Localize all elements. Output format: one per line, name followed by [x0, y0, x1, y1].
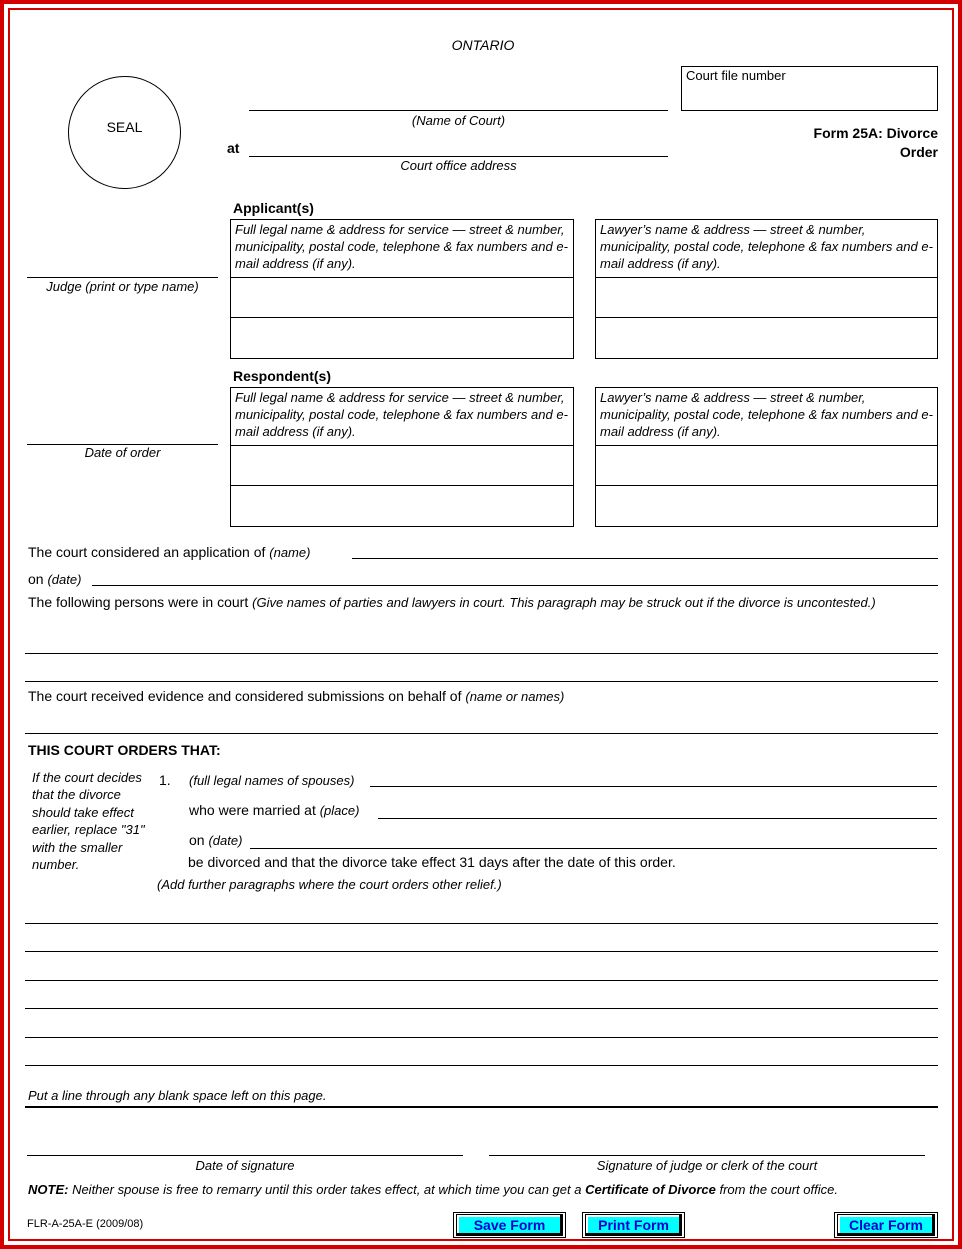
- spouses-names-line[interactable]: [370, 786, 937, 787]
- spouses-hint: (full legal names of spouses): [189, 773, 355, 788]
- page-frame-inner: [8, 8, 954, 1241]
- respondent-field-1[interactable]: [230, 445, 574, 486]
- judge-label: Judge (print or type name): [46, 279, 199, 294]
- section-divider: [25, 1106, 938, 1108]
- form-title-line2: Order: [899, 144, 938, 160]
- applicant-info-text: Full legal name & address for service — street & number, municipality, postal code, telephone & fax numbers and e-mail address (if any).: [235, 222, 568, 271]
- applicant-field-2[interactable]: [230, 317, 574, 359]
- note-paragraph: [28, 1182, 938, 1197]
- blank-line-3[interactable]: [25, 980, 938, 981]
- note-text-before: Neither spouse is free to remarry until this order takes effect, at which time you can get a: [68, 1182, 586, 1197]
- item-number: 1.: [159, 772, 171, 788]
- on-label: on: [28, 571, 44, 587]
- persons-line-2[interactable]: [25, 681, 938, 682]
- marriage-place-line[interactable]: [378, 818, 937, 819]
- respondent-lawyer-field-2[interactable]: [595, 485, 938, 527]
- court-address-label: Court office address: [400, 158, 517, 173]
- note-text-after: from the court office.: [715, 1182, 838, 1197]
- considered-application-label: The court considered an application of: [28, 544, 266, 560]
- on-date-2-text: [189, 832, 242, 848]
- married-at-text: [189, 802, 359, 818]
- province-heading: ONTARIO: [451, 37, 515, 53]
- evidence-label: The court received evidence and considered submissions on behalf of: [28, 688, 462, 704]
- applicant-info-header: [230, 219, 574, 278]
- further-paragraphs-note: (Add further paragraphs where the court orders other relief.): [157, 877, 502, 892]
- side-note: If the court decides that the divorce should take effect earlier, replace "31" with the smaller number.: [32, 770, 145, 873]
- married-at-label: who were married at: [189, 802, 316, 818]
- note-bold: Certificate of Divorce: [585, 1182, 716, 1197]
- considered-application-text: [28, 544, 310, 560]
- orders-heading: THIS COURT ORDERS THAT:: [28, 742, 221, 758]
- applicant-lawyer-header: [595, 219, 938, 278]
- court-file-number-field[interactable]: [681, 66, 938, 111]
- court-file-number-label: Court file number: [686, 68, 786, 83]
- persons-line-1[interactable]: [25, 653, 938, 654]
- applicant-name-line[interactable]: [352, 558, 938, 559]
- respondent-field-2[interactable]: [230, 485, 574, 527]
- persons-in-court-text: [28, 593, 928, 612]
- applicant-lawyer-field-2[interactable]: [595, 317, 938, 359]
- divorce-text: be divorced and that the divorce take effect 31 days after the date of this order.: [188, 854, 676, 870]
- application-date-line[interactable]: [92, 585, 938, 586]
- place-hint: (place): [319, 803, 360, 818]
- date-of-signature-label: Date of signature: [195, 1158, 295, 1173]
- date-hint: (date): [47, 572, 82, 587]
- blank-line-5[interactable]: [25, 1037, 938, 1038]
- form-code: FLR-A-25A-E (2009/08): [27, 1218, 144, 1230]
- court-name-line[interactable]: [249, 110, 668, 111]
- applicant-lawyer-text: Lawyer’s name & address — street & number, municipality, postal code, telephone & fax numbers and e-mail address (if any).: [600, 222, 933, 271]
- applicant-lawyer-field-1[interactable]: [595, 277, 938, 318]
- judge-name-line[interactable]: [27, 277, 218, 278]
- judge-signature-line[interactable]: [489, 1155, 925, 1156]
- court-address-line[interactable]: [249, 156, 668, 157]
- signature-label: Signature of judge or clerk of the court: [596, 1158, 818, 1173]
- respondents-heading: Respondent(s): [233, 368, 331, 384]
- considered-application-hint: (name): [269, 545, 311, 560]
- court-name-label: (Name of Court): [411, 113, 506, 128]
- save-form-button[interactable]: Save Form: [456, 1214, 563, 1236]
- persons-in-court-hint: (Give names of parties and lawyers in court. This paragraph may be struck out if the divorce is uncontested.): [252, 595, 876, 610]
- persons-in-court-label: The following persons were in court: [28, 594, 249, 610]
- marriage-date-line[interactable]: [250, 848, 937, 849]
- date-of-order-label: Date of order: [84, 445, 161, 460]
- signature-date-line[interactable]: [27, 1155, 463, 1156]
- seal-label: SEAL: [106, 119, 143, 135]
- blank-line-4[interactable]: [25, 1008, 938, 1009]
- at-label: at: [227, 140, 240, 156]
- on2-label: on: [189, 832, 205, 848]
- respondent-lawyer-text: Lawyer’s name & address — street & number, municipality, postal code, telephone & fax numbers and e-mail address (if any).: [600, 390, 933, 439]
- respondent-lawyer-header: [595, 387, 938, 446]
- respondent-info-text: Full legal name & address for service — street & number, municipality, postal code, telephone & fax numbers and e-mail address (if any).: [235, 390, 568, 439]
- respondent-info-header: [230, 387, 574, 446]
- print-form-button[interactable]: Print Form: [585, 1214, 682, 1236]
- evidence-text: [28, 688, 564, 704]
- blank-line-6[interactable]: [25, 1065, 938, 1066]
- blank-space-note: Put a line through any blank space left on this page.: [28, 1088, 327, 1103]
- clear-form-button[interactable]: Clear Form: [837, 1214, 935, 1236]
- evidence-hint: (name or names): [465, 689, 565, 704]
- form-title: [681, 124, 938, 162]
- note-label: NOTE:: [28, 1182, 69, 1197]
- applicants-heading: Applicant(s): [233, 200, 314, 216]
- evidence-line[interactable]: [25, 733, 938, 734]
- form-title-line1: Form 25A: Divorce: [813, 125, 938, 141]
- on-date-text: [28, 571, 81, 587]
- applicant-field-1[interactable]: [230, 277, 574, 318]
- blank-line-1[interactable]: [25, 923, 938, 924]
- respondent-lawyer-field-1[interactable]: [595, 445, 938, 486]
- blank-line-2[interactable]: [25, 951, 938, 952]
- date2-hint: (date): [208, 833, 243, 848]
